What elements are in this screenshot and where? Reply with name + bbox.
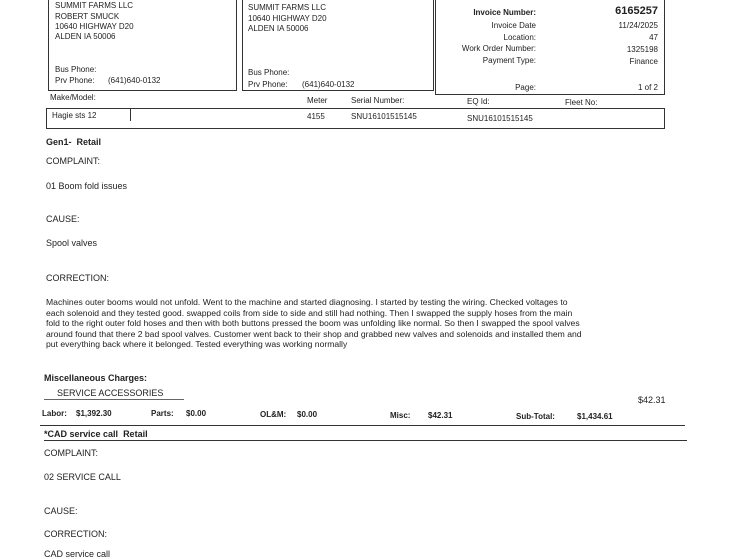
invoice-date-label: Invoice Date [491, 21, 536, 30]
work-order: 1325198 [626, 45, 658, 54]
eq-id-label: EQ Id: [467, 97, 490, 106]
job1-complaint-label: COMPLAINT: [46, 156, 101, 166]
meter: 4155 [307, 112, 325, 121]
parts-amount: $0.00 [186, 409, 207, 418]
job1-cause-label: CAUSE: [46, 214, 80, 224]
totals-divider [40, 425, 685, 426]
job1-title-text: Gen1- [46, 137, 72, 147]
correction-line-4: around found that there 2 bad spool valves. Customer went back to their shop and grabbed new valves and solenoids and installed them and [46, 328, 582, 339]
job1-title [46, 137, 101, 147]
correction-line-2: each solenoid and they tested good. swapped coils from side to side and still had nothing. Then I swapped the supply hoses from the main [46, 307, 573, 318]
job2-title [44, 429, 148, 439]
job2-complaint-label: COMPLAINT: [44, 448, 99, 458]
job2-complaint: 02 SERVICE CALL [44, 472, 121, 482]
ship-to-prv-phone-label: Prv Phone: [248, 80, 288, 89]
invoice-date: 11/24/2025 [618, 21, 658, 30]
serial-label: Serial Number: [351, 96, 405, 105]
misc-charges-header: Miscellaneous Charges: [44, 373, 148, 383]
misc-amount: $42.31 [638, 395, 666, 405]
labor-label: Labor: [42, 409, 67, 418]
job1-cause: Spool valves [46, 238, 98, 248]
job2-type: Retail [123, 429, 148, 439]
job1-correction-text [46, 297, 686, 350]
bill-to-bus-phone-label: Bus Phone: [55, 65, 97, 74]
misc-total: $42.31 [428, 411, 453, 420]
job2-correction-label: CORRECTION: [44, 529, 107, 539]
make-model: Hagie sts 12 [52, 111, 97, 120]
bill-to-address2: ALDEN IA 50006 [55, 32, 116, 41]
olm-label: OL&M: [260, 410, 287, 419]
serial-number: SNU16101515145 [351, 112, 417, 121]
job1-type: Retail [76, 137, 102, 147]
labor-amount: $1,392.30 [76, 409, 112, 418]
payment-type-label: Payment Type: [482, 56, 536, 65]
bill-to-contact: ROBERT SMUCK [55, 12, 120, 21]
eq-id: SNU16101515145 [467, 114, 533, 123]
misc-item: SERVICE ACCESSORIES [57, 388, 164, 398]
misc-label: Misc: [390, 411, 411, 420]
bill-to-name: SUMMIT FARMS LLC [55, 1, 134, 10]
job2-cause-label: CAUSE: [44, 506, 78, 516]
meter-label: Meter [307, 96, 328, 105]
invoice-number-label: Invoice Number: [473, 8, 536, 17]
ship-to-bus-phone-label: Bus Phone: [248, 68, 290, 77]
misc-underline [44, 399, 184, 400]
page-number: 1 of 2 [637, 83, 658, 92]
location-label: Location: [503, 33, 536, 42]
invoice-number: 6165257 [615, 5, 658, 17]
correction-line-1: Machines outer booms would not unfold. Went to the machine and started diagnosing. I started by testing the wiring. Checked voltages to [46, 297, 568, 307]
parts-label: Parts: [151, 409, 174, 418]
bill-to-prv-phone: (641)640-0132 [108, 76, 161, 85]
job1-correction-label: CORRECTION: [46, 273, 109, 283]
bill-to-address1: 10640 HIGHWAY D20 [55, 22, 134, 31]
subtotal-label: Sub-Total: [516, 412, 555, 421]
make-model-label: Make/Model: [50, 93, 96, 102]
job2-correction-partial: CAD service call [44, 549, 111, 559]
subtotal-amount: $1,434.61 [577, 412, 613, 421]
job2-divider [44, 440, 687, 441]
fleet-label: Fleet No: [565, 98, 598, 107]
ship-to-name: SUMMIT FARMS LLC [248, 3, 327, 12]
ship-to-address2: ALDEN IA 50006 [248, 24, 309, 33]
correction-line-5: put everything back where it belonged. Tested everything was working normally [46, 339, 348, 350]
payment-type: Finance [629, 57, 658, 66]
ship-to-address1: 10640 HIGHWAY D20 [248, 14, 327, 23]
olm-amount: $0.00 [297, 410, 318, 419]
equipment-divider [130, 108, 131, 121]
ship-to-prv-phone: (641)640-0132 [302, 80, 355, 89]
job1-complaint: 01 Boom fold issues [46, 181, 128, 191]
page-label: Page: [515, 83, 536, 92]
bill-to-prv-phone-label: Prv Phone: [55, 76, 95, 85]
location: 47 [649, 33, 658, 42]
job2-title-text: *CAD service call [44, 429, 119, 439]
correction-line-3: fold to the right outer fold hoses and then with both buttons pressed the boom was unfolding like normal. So then I swapped the spool valves [46, 318, 580, 329]
work-order-label: Work Order Number: [461, 44, 536, 53]
